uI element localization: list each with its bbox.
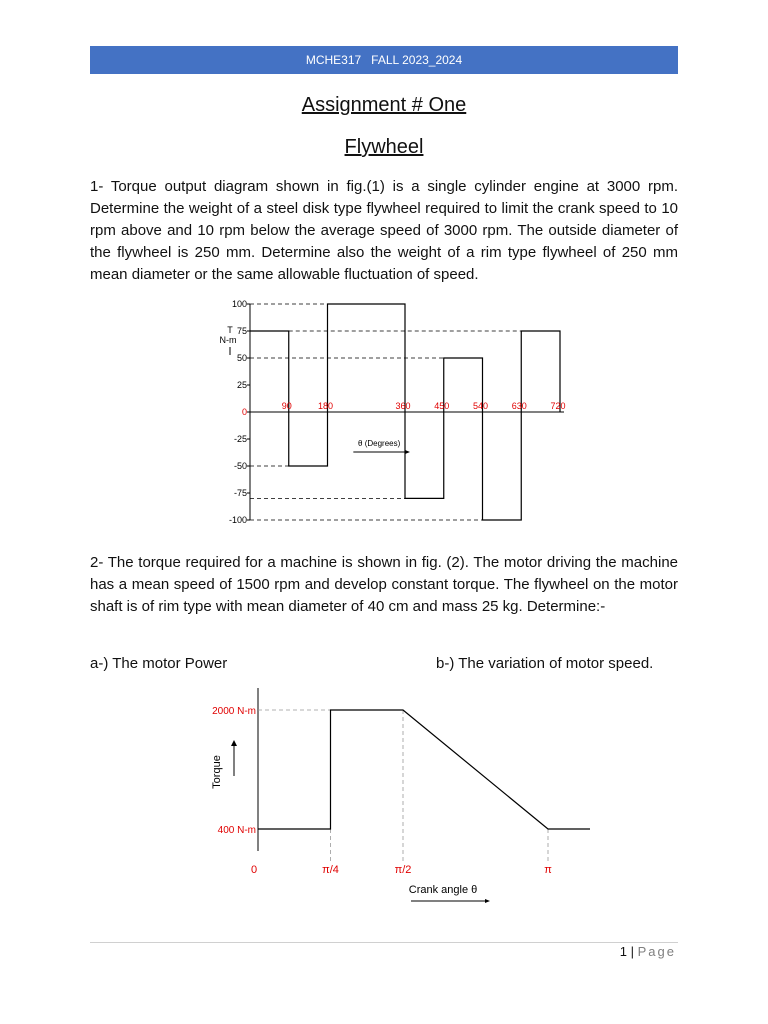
footer-separator: | <box>630 944 634 959</box>
y-tick-label: -50 <box>233 461 247 471</box>
problem-1-text: 1- Torque output diagram shown in fig.(1) is a single cylinder engine at 3000 rpm. Determine the weight of a steel disk type flywheel required to limit the crank speed to 10 rpm above and 10 rpm below the average speed of 3000 rpm. The outside diameter of the flywheel is 250 mm. Determine also the weight of a rim type flywheel of 250 mm mean diameter or the same allowable fluctuation of speed. <box>90 178 678 283</box>
footer-divider <box>90 942 678 943</box>
figure-2-torque-diagram <box>190 684 590 909</box>
x-tick-label: 0 <box>250 864 258 876</box>
x-tick-label: 720 <box>550 401 566 411</box>
x-tick-label: π/2 <box>394 864 412 876</box>
part-a-label: a-) The motor Power <box>90 655 228 672</box>
x-tick-label: 360 <box>395 401 411 411</box>
assignment-subtitle: Flywheel <box>344 136 424 158</box>
y-tick-label-2000: 2000 N-m <box>212 706 256 717</box>
x-tick-label: 90 <box>281 401 292 411</box>
x-axis-label: θ (Degrees) <box>358 439 401 448</box>
x-axis-arrowhead <box>405 450 410 454</box>
y-tick-label: 100 <box>231 299 247 309</box>
x-tick-label: 180 <box>317 401 334 411</box>
page-word: Page <box>637 944 676 959</box>
page-footer <box>620 944 676 959</box>
x-tick-label: 540 <box>472 401 489 411</box>
y-axis-label: Torque <box>211 755 223 789</box>
document-header-bar <box>90 46 678 74</box>
y-tick-label: 25 <box>236 380 247 390</box>
x-tick-label: π/4 <box>322 864 339 876</box>
part-b-label: b-) The variation of motor speed. <box>436 655 654 672</box>
problem-2-text: 2- The torque required for a machine is shown in fig. (2). The motor driving the machine has a mean speed of 1500 rpm and develop constant torque. The flywheel on the motor shaft is of rim type with mean diameter of 40 cm and mass 25 kg. Determine:- <box>90 554 678 615</box>
y-axis-label-unit: N-m <box>219 335 237 345</box>
torque-series-line <box>258 710 590 829</box>
x-tick-label: π <box>544 864 552 876</box>
y-tick-label: -75 <box>233 488 247 498</box>
y-tick-label: -25 <box>233 434 247 444</box>
y-tick-label: -100 <box>228 515 247 525</box>
assignment-title: Assignment # One <box>301 94 467 116</box>
x-tick-label: 450 <box>434 401 450 411</box>
x-axis-label: Crank angle θ <box>408 884 478 896</box>
y-tick-label-400: 400 N-m <box>217 825 256 836</box>
y-tick-label: 0 <box>241 407 247 417</box>
y-axis-arrowhead <box>231 740 237 746</box>
x-axis-arrowhead <box>485 899 490 903</box>
figure-1-torque-diagram <box>210 296 610 531</box>
page-number: 1 <box>619 944 627 959</box>
header-text: MCHE317 FALL 2023_2024 <box>305 53 463 67</box>
y-axis-label-T: T <box>227 325 233 335</box>
y-tick-label: 50 <box>236 353 247 363</box>
y-tick-label: 75 <box>236 326 247 336</box>
x-tick-label: 630 <box>511 401 527 411</box>
